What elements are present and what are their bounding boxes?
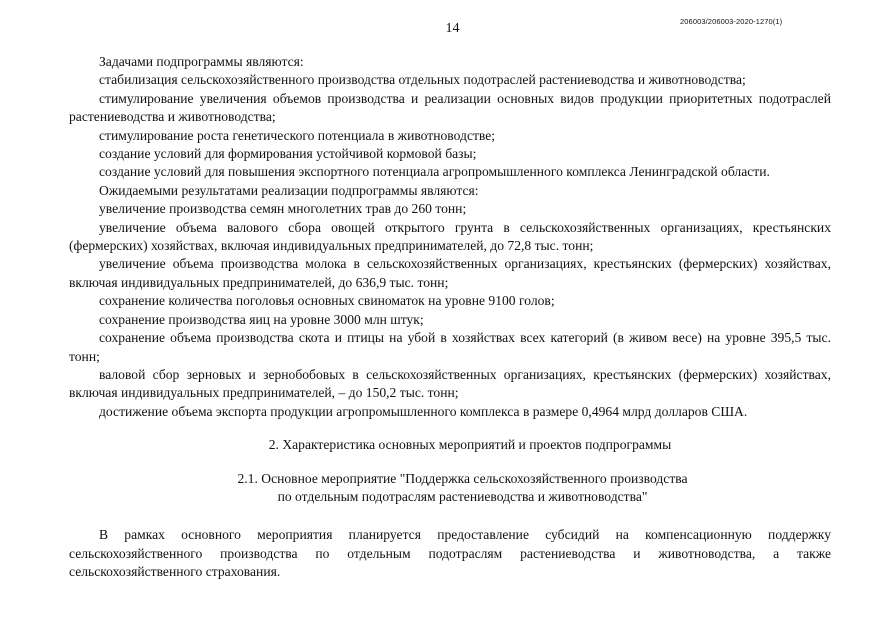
result-item: валовой сбор зерновых и зернобобовых в сельскохозяйственных организациях, крестьянских (фермерских) хозяйствах, включая индивидуальных предпринимателей, – до 150,2 тыс. тонн; — [69, 366, 831, 401]
result-item: увеличение объема валового сбора овощей открытого грунта в сельскохозяйственных организациях, крестьянских (фермерских) хозяйствах, включая индивидуальных предпринимателей, до 72,8 тыс. тонн; — [69, 219, 831, 254]
tasks-intro: Задачами подпрограммы являются: — [99, 54, 304, 69]
result-item: сохранение количества поголовья основных свиноматок на уровне 9100 голов; — [99, 293, 555, 309]
result-item: увеличение объема производства молока в сельскохозяйственных организациях, крестьянских (фермерских) хозяйствах, включая индивидуальных предпринимателей, до 636,9 тыс. тонн; — [69, 256, 831, 290]
result-item: сохранение объема производства скота и птицы на убой в хозяйствах всех категорий (в живом весе) на уровне 395,5 тыс. тонн; — [69, 330, 831, 364]
subsection-paragraph: В рамках основного мероприятия планируется предоставление субсидий на компенсационную поддержку сельскохозяйственного производства по отдельным подотраслям растениеводства и животноводства, а также сельскохозяйственного страхования. — [69, 527, 831, 580]
result-item: увеличение производства семян многолетних трав до 260 тонн; — [99, 201, 467, 217]
result-item: сохранение производства яиц на уровне 3000 млн штук; — [99, 311, 424, 327]
subsection-title-line1: 2.1. Основное мероприятие "Поддержка сельскохозяйственного производства — [237, 470, 688, 486]
page-number: 14 — [445, 21, 460, 36]
document-body — [69, 53, 831, 582]
subsection-title-line2: по отдельным подотраслям растениеводства и животноводства" — [277, 488, 648, 504]
results-intro: Ожидаемыми результатами реализации подпрограммы являются: — [99, 182, 479, 198]
result-item: достижение объема экспорта продукции агропромышленного комплекса в размере 0,4964 млрд долларов США. — [99, 403, 748, 419]
document-code: 206003/206003-2020-1270(1) — [680, 17, 783, 26]
task-item: создание условий для формирования устойчивой кормовой базы; — [99, 146, 477, 162]
section-title: 2. Характеристика основных мероприятий и проектов подпрограммы — [268, 437, 672, 453]
task-item: стимулирование роста генетического потенциала в животноводстве; — [99, 127, 496, 143]
task-item: стимулирование увеличения объемов производства и реализации основных видов продукции приоритетных подотраслей растениеводства и животноводства; — [69, 90, 831, 125]
subsection-title — [69, 470, 831, 507]
task-item: стабилизация сельскохозяйственного производства отдельных подотраслей растениеводства и животноводства; — [99, 72, 746, 88]
task-item: создание условий для повышения экспортного потенциала агропромышленного комплекса Ленинградской области. — [99, 164, 770, 180]
